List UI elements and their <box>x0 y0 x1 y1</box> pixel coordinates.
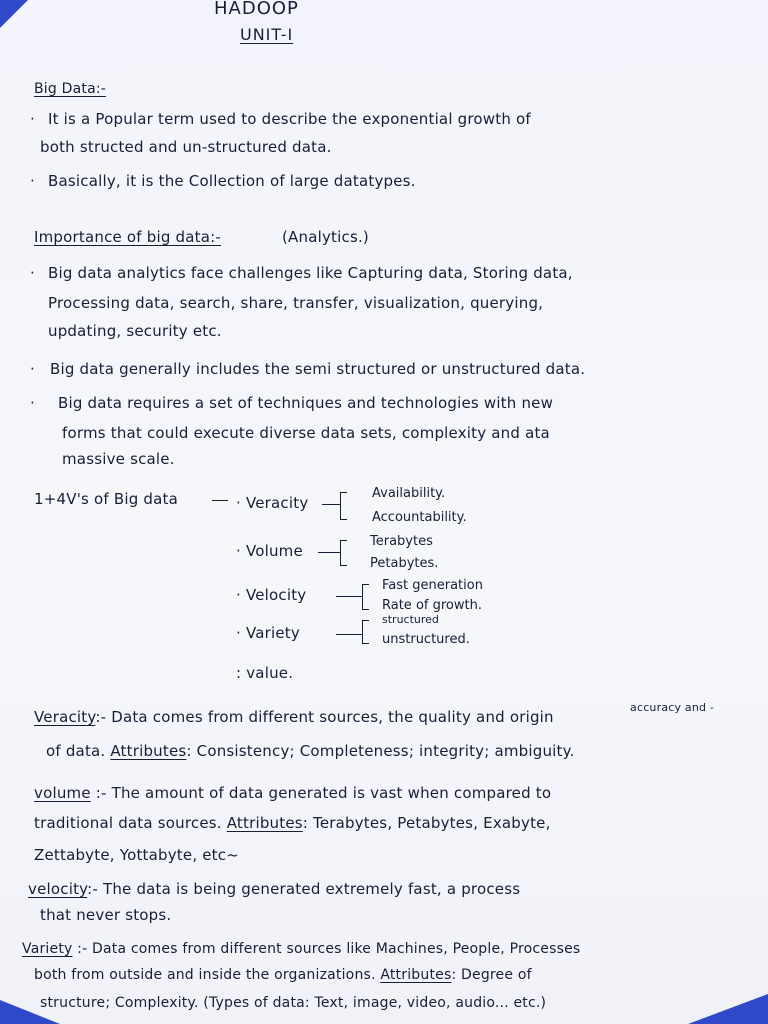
background-corner <box>0 0 28 28</box>
attributes-term: Attributes <box>380 967 452 983</box>
connector-dash <box>336 634 362 635</box>
big-data-bullet1-line1: It is a Popular term used to describe the exponential growth of <box>48 110 531 128</box>
connector-dash <box>212 500 228 501</box>
volume-definition-line3: Zettabyte, Yottabyte, etc~ <box>34 846 239 864</box>
big-data-heading: Big Data:- <box>34 81 107 97</box>
page-title: HADOOP <box>214 0 299 19</box>
big-data-bullet1-line2: both structed and un-structured data. <box>40 138 332 156</box>
importance-bullet1-line1: Big data analytics face challenges like Capturing data, Storing data, <box>48 264 573 282</box>
branch-unstructured: unstructured. <box>382 632 470 647</box>
importance-bullet3-line3: massive scale. <box>62 450 175 468</box>
importance-bullet2: Big data generally includes the semi structured or unstructured data. <box>50 360 586 378</box>
connector-dash <box>322 504 340 505</box>
branch-petabytes: Petabytes. <box>370 556 439 571</box>
attributes-term: Attributes <box>110 742 187 760</box>
v-item-velocity: · Velocity <box>236 586 307 604</box>
four-vs-label: 1+4V's of Big data <box>34 490 178 508</box>
velocity-definition-line2: that never stops. <box>40 906 172 924</box>
importance-bullet1-line2: Processing data, search, share, transfer, visualization, querying, <box>48 294 544 312</box>
connector-dash <box>318 552 340 553</box>
v-item-volume: · Volume <box>236 542 303 560</box>
branch-rate-of-growth: Rate of growth. <box>382 598 482 613</box>
branch-fast-generation: Fast generation <box>382 578 483 593</box>
veracity-definition-line2: of data. Attributes: Consistency; Completeness; integrity; ambiguity. <box>46 742 575 760</box>
importance-heading-paren: (Analytics.) <box>282 228 369 246</box>
big-data-bullet2: Basically, it is the Collection of large datatypes. <box>48 172 416 190</box>
branch-bracket <box>340 492 347 520</box>
branch-terabytes: Terabytes <box>370 534 433 549</box>
v-item-veracity: · Veracity <box>236 494 309 512</box>
branch-availability: Availability. <box>372 486 446 501</box>
bullet-dot: · <box>30 360 35 378</box>
background-corner <box>688 994 768 1024</box>
veracity-term: Veracity <box>34 708 96 726</box>
veracity-definition-line1: Veracity:- Data comes from different sources, the quality and origin <box>34 708 554 726</box>
variety-definition-line3: structure; Complexity. (Types of data: Text, image, video, audio... etc.) <box>40 995 547 1011</box>
velocity-term: velocity <box>28 880 88 898</box>
variety-term: Variety <box>22 941 73 957</box>
volume-definition-line2: traditional data sources. Attributes: Terabytes, Petabytes, Exabyte, <box>34 814 551 832</box>
attributes-term: Attributes <box>226 814 303 832</box>
branch-accountability: Accountability. <box>372 510 467 525</box>
v-item-value: : value. <box>236 664 294 682</box>
importance-bullet1-line3: updating, security etc. <box>48 322 222 340</box>
branch-bracket <box>340 540 347 566</box>
bullet-dot: · <box>30 394 35 412</box>
importance-bullet3-line2: forms that could execute diverse data sets, complexity and ata <box>62 424 550 442</box>
volume-term: volume <box>34 784 91 802</box>
velocity-definition-line1: velocity:- The data is being generated extremely fast, a process <box>28 880 521 898</box>
v-item-variety: · Variety <box>236 624 300 642</box>
bullet-dot: · <box>30 110 35 128</box>
bullet-dot: · <box>30 264 35 282</box>
volume-definition-line1: volume :- The amount of data generated is vast when compared to <box>34 784 552 802</box>
veracity-note: accuracy and - <box>630 701 715 714</box>
variety-definition-line2: both from outside and inside the organizations. Attributes: Degree of <box>34 967 532 983</box>
bullet-dot: · <box>30 172 35 190</box>
branch-structured: structured <box>382 613 439 626</box>
variety-definition-line1: Variety :- Data comes from different sources like Machines, People, Processes <box>22 941 581 957</box>
branch-bracket <box>362 584 369 610</box>
branch-bracket <box>362 620 369 644</box>
importance-heading: Importance of big data:- <box>34 228 221 246</box>
connector-dash <box>336 596 362 597</box>
unit-title: UNIT-I <box>240 25 294 44</box>
importance-bullet3-line1: Big data requires a set of techniques and technologies with new <box>58 394 554 412</box>
